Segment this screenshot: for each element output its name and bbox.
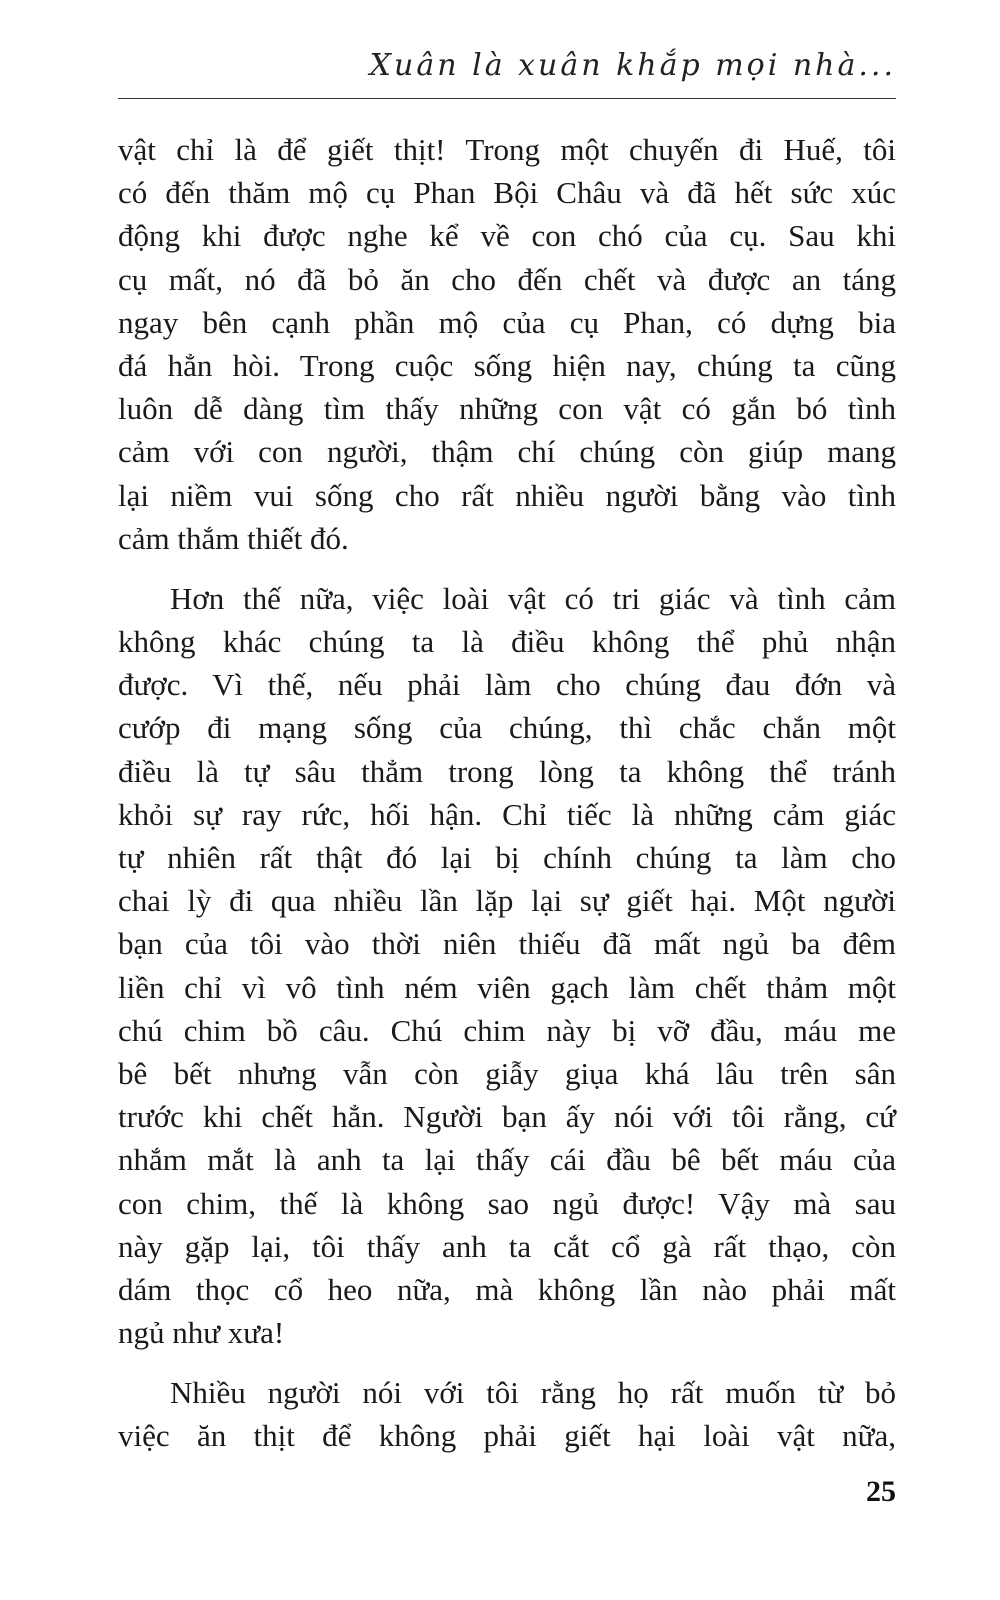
body-text	[118, 128, 896, 1458]
text-line: cụ mất, nó đã bỏ ăn cho đến chết và được an táng	[118, 261, 896, 297]
text-line: khỏi sự ray rức, hối hận. Chỉ tiếc là những cảm giác	[118, 796, 896, 832]
text-line: được. Vì thế, nếu phải làm cho chúng đau đớn và	[118, 667, 896, 703]
paragraph	[118, 128, 896, 560]
running-header-title: Xuân là xuân khắp mọi nhà...	[369, 48, 896, 83]
text-line: dám thọc cổ heo nữa, mà không lần nào phải mất	[118, 1271, 896, 1307]
text-line: ngủ như xưa!	[118, 1315, 285, 1351]
text-line: tự nhiên rất thật đó lại bị chính chúng ta làm cho	[118, 840, 896, 875]
text-line: đá hẳn hòi. Trong cuộc sống hiện nay, chúng ta cũng	[118, 347, 896, 383]
text-line: ngay bên cạnh phần mộ của cụ Phan, có dựng bia	[118, 304, 896, 340]
text-line: điều là tự sâu thẳm trong lòng ta không thể tránh	[118, 753, 896, 789]
text-line: không khác chúng ta là điều không thể phủ nhận	[118, 624, 896, 660]
text-line: nhắm mắt là anh ta lại thấy cái đầu bê bết máu của	[118, 1142, 896, 1178]
text-line: này gặp lại, tôi thấy anh ta cắt cổ gà rất thạo, còn	[118, 1228, 896, 1264]
text-line: động khi được nghe kể về con chó của cụ. Sau khi	[118, 218, 896, 254]
paragraph-gap	[118, 560, 896, 577]
text-line: vật chỉ là để giết thịt! Trong một chuyến đi Huế, tôi	[118, 132, 896, 167]
text-line: chú chim bồ câu. Chú chim này bị vỡ đầu, máu me	[118, 1012, 896, 1048]
text-line: cảm với con người, thậm chí chúng còn giúp mang	[118, 434, 896, 470]
paragraph	[118, 1371, 896, 1457]
text-line: cướp đi mạng sống của chúng, thì chắc chắn một	[118, 710, 896, 746]
page-number: 25	[866, 1475, 896, 1508]
header-divider	[118, 98, 896, 99]
text-line: trước khi chết hẳn. Người bạn ấy nói với tôi rằng, cứ	[118, 1099, 896, 1135]
text-line: có đến thăm mộ cụ Phan Bội Châu và đã hết sức xúc	[118, 175, 896, 211]
text-line: liền chỉ vì vô tình ném viên gạch làm chết thảm một	[118, 969, 896, 1005]
text-line: cảm thắm thiết đó.	[118, 520, 349, 556]
text-line: luôn dễ dàng tìm thấy những con vật có gắn bó tình	[118, 391, 896, 427]
text-line: bạn của tôi vào thời niên thiếu đã mất ngủ ba đêm	[118, 926, 896, 962]
text-line: việc ăn thịt để không phải giết hại loài vật nữa,	[118, 1418, 896, 1454]
text-line: con chim, thế là không sao ngủ được! Vậy mà sau	[118, 1185, 896, 1221]
text-line: lại niềm vui sống cho rất nhiều người bằng vào tình	[118, 477, 896, 513]
text-line: bê bết nhưng vẫn còn giẫy giụa khá lâu trên sân	[118, 1055, 896, 1091]
text-line: Nhiều người nói với tôi rằng họ rất muốn từ bỏ	[170, 1375, 896, 1411]
text-line: chai lỳ đi qua nhiều lần lặp lại sự giết hại. Một người	[118, 883, 896, 919]
paragraph	[118, 577, 896, 1354]
text-line: Hơn thế nữa, việc loài vật có tri giác và tình cảm	[170, 580, 896, 616]
paragraph-gap	[118, 1354, 896, 1371]
